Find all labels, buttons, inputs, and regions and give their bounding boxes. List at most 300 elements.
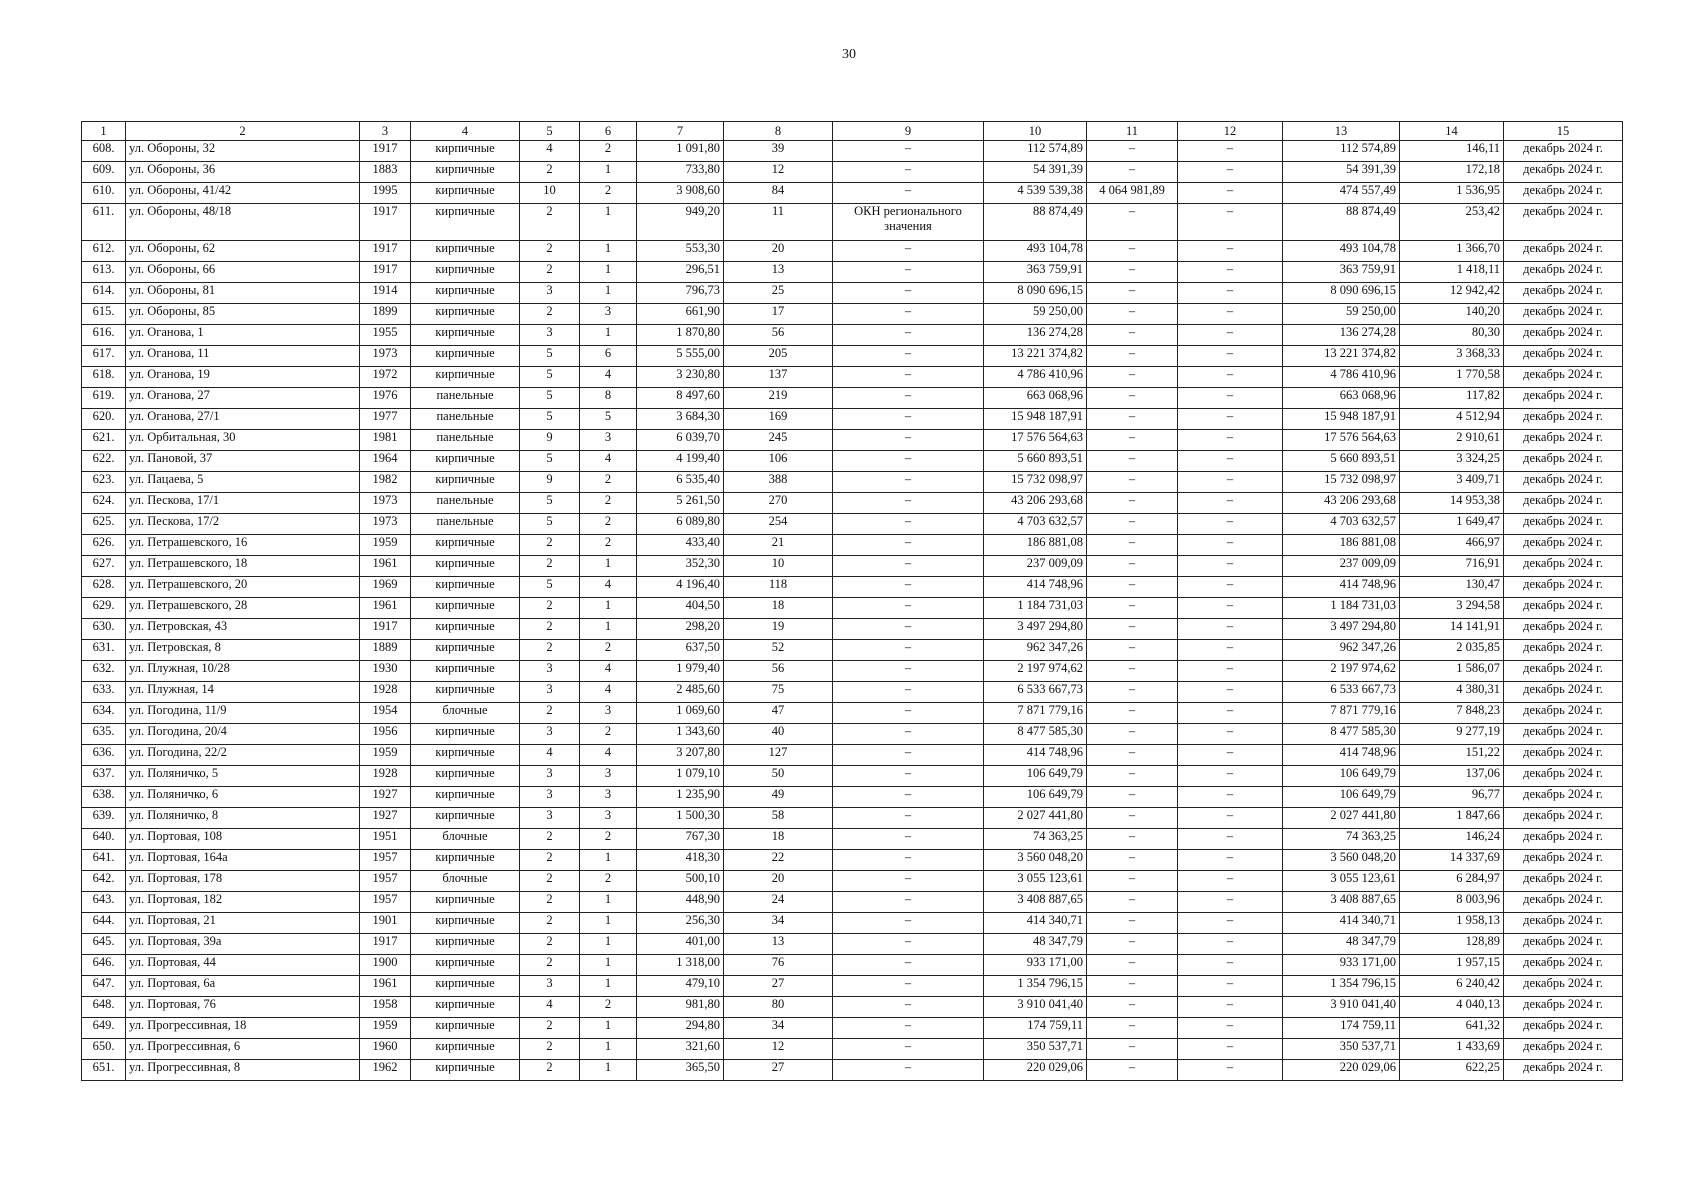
cell-address: ул. Портовая, 6а [126,976,360,997]
cell-cost-col-13: 74 363,25 [1283,829,1400,850]
cell-wall-material: кирпичные [411,556,520,577]
table-row [82,976,1623,997]
cell-address: ул. Пескова, 17/1 [126,493,360,514]
table-row [82,640,1623,661]
cell-floors: 2 [520,892,580,913]
cell-cost-col-11: – [1087,162,1178,183]
cell-entrances: 1 [580,955,637,976]
cell-deadline: декабрь 2024 г. [1504,241,1623,262]
table-row [82,619,1623,640]
cell-cost-per-unit: 6 284,97 [1400,871,1504,892]
cell-cost-col-12: – [1178,514,1283,535]
cell-cost-col-12: – [1178,976,1283,997]
table-row [82,204,1623,241]
cell-heritage-status: – [833,1039,984,1060]
cell-deadline: декабрь 2024 г. [1504,204,1623,241]
cell-cost-col-11: – [1087,430,1178,451]
cell-cost-total: 88 874,49 [984,204,1087,241]
cell-cost-col-11: – [1087,325,1178,346]
cell-residents: 49 [724,787,833,808]
cell-deadline: декабрь 2024 г. [1504,976,1623,997]
cell-address: ул. Обороны, 66 [126,262,360,283]
cell-residents: 118 [724,577,833,598]
cell-deadline: декабрь 2024 г. [1504,1039,1623,1060]
cell-floors: 2 [520,934,580,955]
cell-cost-total: 4 703 632,57 [984,514,1087,535]
cell-cost-total: 15 732 098,97 [984,472,1087,493]
cell-total-area: 1 979,40 [637,661,724,682]
cell-entrances: 1 [580,162,637,183]
cell-cost-col-11: – [1087,661,1178,682]
cell-total-area: 6 535,40 [637,472,724,493]
cell-cost-col-13: 112 574,89 [1283,141,1400,162]
cell-residents: 21 [724,535,833,556]
cell-total-area: 298,20 [637,619,724,640]
column-header-15: 15 [1504,122,1623,141]
cell-deadline: декабрь 2024 г. [1504,934,1623,955]
cell-cost-per-unit: 12 942,42 [1400,283,1504,304]
cell-heritage-status: – [833,430,984,451]
cell-floors: 2 [520,204,580,241]
cell-total-area: 448,90 [637,892,724,913]
cell-row-number: 641. [82,850,126,871]
cell-cost-col-11: – [1087,535,1178,556]
cell-cost-col-12: – [1178,745,1283,766]
cell-address: ул. Пескова, 17/2 [126,514,360,535]
cell-year-built: 1969 [360,577,411,598]
cell-wall-material: кирпичные [411,955,520,976]
table-row [82,724,1623,745]
cell-wall-material: блочные [411,871,520,892]
cell-residents: 137 [724,367,833,388]
cell-row-number: 645. [82,934,126,955]
cell-cost-per-unit: 9 277,19 [1400,724,1504,745]
cell-cost-col-11: – [1087,472,1178,493]
cell-total-area: 796,73 [637,283,724,304]
cell-address: ул. Портовая, 21 [126,913,360,934]
cell-wall-material: кирпичные [411,997,520,1018]
cell-cost-per-unit: 1 958,13 [1400,913,1504,934]
cell-wall-material: кирпичные [411,262,520,283]
cell-row-number: 610. [82,183,126,204]
table-row [82,745,1623,766]
cell-row-number: 622. [82,451,126,472]
cell-wall-material: кирпичные [411,661,520,682]
cell-entrances: 3 [580,808,637,829]
column-header-2: 2 [126,122,360,141]
cell-floors: 2 [520,703,580,724]
cell-cost-col-13: 106 649,79 [1283,787,1400,808]
cell-cost-col-13: 106 649,79 [1283,766,1400,787]
cell-floors: 5 [520,388,580,409]
cell-residents: 19 [724,619,833,640]
cell-cost-col-12: – [1178,871,1283,892]
cell-cost-col-13: 350 537,71 [1283,1039,1400,1060]
cell-cost-per-unit: 3 368,33 [1400,346,1504,367]
cell-cost-col-11: – [1087,346,1178,367]
cell-cost-total: 1 184 731,03 [984,598,1087,619]
cell-entrances: 3 [580,766,637,787]
cell-heritage-status: – [833,283,984,304]
cell-cost-total: 493 104,78 [984,241,1087,262]
table-row [82,141,1623,162]
cell-floors: 3 [520,766,580,787]
cell-address: ул. Погодина, 20/4 [126,724,360,745]
cell-cost-col-12: – [1178,913,1283,934]
cell-heritage-status: – [833,388,984,409]
cell-year-built: 1917 [360,262,411,283]
cell-residents: 56 [724,661,833,682]
cell-cost-col-13: 474 557,49 [1283,183,1400,204]
page-number: 30 [842,47,856,62]
column-header-12: 12 [1178,122,1283,141]
cell-row-number: 628. [82,577,126,598]
cell-address: ул. Портовая, 76 [126,997,360,1018]
cell-cost-total: 350 537,71 [984,1039,1087,1060]
cell-row-number: 630. [82,619,126,640]
cell-total-area: 1 318,00 [637,955,724,976]
cell-heritage-status: – [833,346,984,367]
cell-cost-per-unit: 14 141,91 [1400,619,1504,640]
cell-year-built: 1954 [360,703,411,724]
cell-cost-per-unit: 466,97 [1400,535,1504,556]
cell-row-number: 633. [82,682,126,703]
cell-heritage-status: – [833,850,984,871]
cell-address: ул. Петровская, 43 [126,619,360,640]
cell-year-built: 1955 [360,325,411,346]
cell-residents: 56 [724,325,833,346]
cell-address: ул. Пацаева, 5 [126,472,360,493]
cell-cost-col-13: 220 029,06 [1283,1060,1400,1081]
cell-row-number: 609. [82,162,126,183]
cell-total-area: 256,30 [637,913,724,934]
cell-cost-col-13: 54 391,39 [1283,162,1400,183]
cell-heritage-status: – [833,955,984,976]
cell-cost-col-11: – [1087,262,1178,283]
cell-cost-col-12: – [1178,346,1283,367]
cell-cost-per-unit: 4 380,31 [1400,682,1504,703]
cell-residents: 47 [724,703,833,724]
cell-heritage-status: – [833,141,984,162]
cell-deadline: декабрь 2024 г. [1504,787,1623,808]
cell-cost-total: 2 197 974,62 [984,661,1087,682]
cell-cost-col-11: – [1087,556,1178,577]
cell-floors: 2 [520,871,580,892]
cell-cost-col-13: 493 104,78 [1283,241,1400,262]
cell-cost-col-12: – [1178,640,1283,661]
cell-cost-total: 8 090 696,15 [984,283,1087,304]
cell-residents: 24 [724,892,833,913]
cell-address: ул. Петрашевского, 18 [126,556,360,577]
column-header-5: 5 [520,122,580,141]
column-header-11: 11 [1087,122,1178,141]
cell-cost-col-11: – [1087,367,1178,388]
cell-address: ул. Обороны, 41/42 [126,183,360,204]
cell-year-built: 1928 [360,682,411,703]
cell-cost-col-12: – [1178,1060,1283,1081]
cell-entrances: 2 [580,472,637,493]
cell-floors: 5 [520,367,580,388]
cell-residents: 20 [724,241,833,262]
cell-row-number: 644. [82,913,126,934]
cell-heritage-status: – [833,262,984,283]
cell-entrances: 2 [580,514,637,535]
cell-floors: 3 [520,682,580,703]
cell-wall-material: кирпичные [411,619,520,640]
cell-entrances: 4 [580,661,637,682]
cell-cost-col-12: – [1178,304,1283,325]
cell-address: ул. Прогрессивная, 8 [126,1060,360,1081]
cell-cost-col-12: – [1178,430,1283,451]
cell-cost-col-11: – [1087,808,1178,829]
cell-year-built: 1960 [360,1039,411,1060]
cell-row-number: 631. [82,640,126,661]
cell-cost-per-unit: 80,30 [1400,325,1504,346]
cell-cost-total: 962 347,26 [984,640,1087,661]
cell-entrances: 1 [580,892,637,913]
cell-cost-per-unit: 96,77 [1400,787,1504,808]
cell-total-area: 637,50 [637,640,724,661]
cell-wall-material: кирпичные [411,745,520,766]
cell-cost-col-11: – [1087,997,1178,1018]
cell-floors: 9 [520,472,580,493]
cell-cost-total: 933 171,00 [984,955,1087,976]
cell-residents: 18 [724,598,833,619]
cell-floors: 2 [520,1039,580,1060]
cell-cost-total: 414 748,96 [984,577,1087,598]
cell-cost-col-13: 237 009,09 [1283,556,1400,577]
cell-total-area: 6 039,70 [637,430,724,451]
cell-floors: 5 [520,514,580,535]
cell-entrances: 1 [580,1018,637,1039]
cell-residents: 22 [724,850,833,871]
cell-floors: 5 [520,493,580,514]
cell-row-number: 613. [82,262,126,283]
cell-entrances: 1 [580,913,637,934]
cell-address: ул. Оганова, 19 [126,367,360,388]
cell-deadline: декабрь 2024 г. [1504,640,1623,661]
cell-cost-col-11: – [1087,703,1178,724]
cell-address: ул. Обороны, 48/18 [126,204,360,241]
cell-total-area: 296,51 [637,262,724,283]
cell-heritage-status: – [833,514,984,535]
cell-deadline: декабрь 2024 г. [1504,556,1623,577]
cell-heritage-status: – [833,808,984,829]
cell-year-built: 1977 [360,409,411,430]
cell-row-number: 647. [82,976,126,997]
cell-year-built: 1959 [360,1018,411,1039]
cell-year-built: 1901 [360,913,411,934]
table-row [82,367,1623,388]
cell-entrances: 2 [580,640,637,661]
cell-cost-col-11: – [1087,204,1178,241]
cell-cost-col-12: – [1178,598,1283,619]
cell-cost-per-unit: 1 847,66 [1400,808,1504,829]
cell-cost-per-unit: 140,20 [1400,304,1504,325]
cell-cost-total: 15 948 187,91 [984,409,1087,430]
cell-wall-material: кирпичные [411,141,520,162]
cell-residents: 270 [724,493,833,514]
cell-cost-per-unit: 1 586,07 [1400,661,1504,682]
cell-heritage-status: – [833,493,984,514]
cell-cost-total: 3 497 294,80 [984,619,1087,640]
cell-address: ул. Плужная, 10/28 [126,661,360,682]
cell-cost-col-13: 2 027 441,80 [1283,808,1400,829]
cell-deadline: декабрь 2024 г. [1504,598,1623,619]
cell-cost-per-unit: 3 324,25 [1400,451,1504,472]
table-row [82,162,1623,183]
table-row [82,1018,1623,1039]
cell-total-area: 661,90 [637,304,724,325]
cell-cost-per-unit: 151,22 [1400,745,1504,766]
cell-total-area: 4 199,40 [637,451,724,472]
cell-cost-per-unit: 7 848,23 [1400,703,1504,724]
table-row [82,661,1623,682]
table-row [82,997,1623,1018]
cell-cost-per-unit: 3 409,71 [1400,472,1504,493]
cell-cost-total: 5 660 893,51 [984,451,1087,472]
cell-wall-material: кирпичные [411,162,520,183]
cell-wall-material: кирпичные [411,1060,520,1081]
cell-cost-col-12: – [1178,829,1283,850]
cell-cost-col-11: – [1087,829,1178,850]
cell-row-number: 651. [82,1060,126,1081]
cell-total-area: 1 069,60 [637,703,724,724]
housing-table [81,121,1623,1081]
cell-cost-col-11: – [1087,934,1178,955]
cell-year-built: 1973 [360,346,411,367]
cell-cost-per-unit: 6 240,42 [1400,976,1504,997]
cell-heritage-status: – [833,829,984,850]
cell-entrances: 4 [580,577,637,598]
cell-address: ул. Портовая, 164а [126,850,360,871]
cell-total-area: 2 485,60 [637,682,724,703]
cell-wall-material: кирпичные [411,850,520,871]
table-row [82,1060,1623,1081]
cell-cost-per-unit: 1 536,95 [1400,183,1504,204]
cell-cost-col-13: 3 497 294,80 [1283,619,1400,640]
cell-row-number: 646. [82,955,126,976]
cell-residents: 58 [724,808,833,829]
cell-deadline: декабрь 2024 г. [1504,493,1623,514]
cell-cost-col-12: – [1178,934,1283,955]
cell-address: ул. Оганова, 1 [126,325,360,346]
cell-row-number: 615. [82,304,126,325]
cell-cost-per-unit: 172,18 [1400,162,1504,183]
cell-deadline: декабрь 2024 г. [1504,1060,1623,1081]
cell-year-built: 1917 [360,141,411,162]
cell-cost-col-11: – [1087,766,1178,787]
cell-total-area: 6 089,80 [637,514,724,535]
cell-cost-col-13: 48 347,79 [1283,934,1400,955]
cell-total-area: 553,30 [637,241,724,262]
cell-cost-col-13: 663 068,96 [1283,388,1400,409]
cell-year-built: 1962 [360,1060,411,1081]
cell-entrances: 2 [580,183,637,204]
cell-residents: 27 [724,976,833,997]
cell-cost-col-13: 59 250,00 [1283,304,1400,325]
cell-deadline: декабрь 2024 г. [1504,367,1623,388]
table-row [82,388,1623,409]
cell-heritage-status: – [833,598,984,619]
cell-residents: 40 [724,724,833,745]
cell-deadline: декабрь 2024 г. [1504,913,1623,934]
column-header-3: 3 [360,122,411,141]
header-row [82,122,1623,141]
cell-row-number: 634. [82,703,126,724]
cell-cost-col-12: – [1178,204,1283,241]
cell-cost-per-unit: 716,91 [1400,556,1504,577]
cell-row-number: 635. [82,724,126,745]
cell-row-number: 608. [82,141,126,162]
column-header-6: 6 [580,122,637,141]
column-header-1: 1 [82,122,126,141]
cell-entrances: 4 [580,745,637,766]
cell-row-number: 617. [82,346,126,367]
cell-year-built: 1957 [360,871,411,892]
cell-cost-col-13: 363 759,91 [1283,262,1400,283]
cell-address: ул. Плужная, 14 [126,682,360,703]
cell-cost-col-12: – [1178,262,1283,283]
cell-entrances: 2 [580,871,637,892]
cell-year-built: 1959 [360,745,411,766]
cell-year-built: 1956 [360,724,411,745]
cell-year-built: 1981 [360,430,411,451]
cell-row-number: 621. [82,430,126,451]
cell-year-built: 1973 [360,514,411,535]
cell-deadline: декабрь 2024 г. [1504,703,1623,724]
cell-year-built: 1976 [360,388,411,409]
cell-wall-material: блочные [411,703,520,724]
cell-deadline: декабрь 2024 г. [1504,388,1623,409]
cell-cost-col-13: 4 786 410,96 [1283,367,1400,388]
cell-heritage-status: – [833,577,984,598]
cell-floors: 3 [520,283,580,304]
table-row [82,934,1623,955]
cell-residents: 52 [724,640,833,661]
cell-cost-total: 8 477 585,30 [984,724,1087,745]
cell-cost-col-11: – [1087,787,1178,808]
cell-cost-total: 112 574,89 [984,141,1087,162]
cell-wall-material: кирпичные [411,934,520,955]
cell-cost-per-unit: 146,24 [1400,829,1504,850]
cell-cost-per-unit: 8 003,96 [1400,892,1504,913]
cell-address: ул. Оганова, 11 [126,346,360,367]
cell-floors: 4 [520,997,580,1018]
cell-year-built: 1951 [360,829,411,850]
table-row [82,346,1623,367]
cell-entrances: 3 [580,703,637,724]
cell-residents: 13 [724,934,833,955]
cell-row-number: 632. [82,661,126,682]
cell-row-number: 618. [82,367,126,388]
cell-residents: 80 [724,997,833,1018]
cell-wall-material: кирпичные [411,367,520,388]
cell-entrances: 3 [580,304,637,325]
cell-cost-col-12: – [1178,682,1283,703]
cell-cost-col-13: 933 171,00 [1283,955,1400,976]
cell-cost-col-12: – [1178,472,1283,493]
cell-cost-col-12: – [1178,808,1283,829]
table-row [82,262,1623,283]
cell-wall-material: кирпичные [411,577,520,598]
cell-cost-col-13: 414 748,96 [1283,577,1400,598]
cell-total-area: 981,80 [637,997,724,1018]
cell-floors: 2 [520,619,580,640]
cell-cost-col-13: 3 560 048,20 [1283,850,1400,871]
cell-floors: 5 [520,451,580,472]
cell-year-built: 1914 [360,283,411,304]
